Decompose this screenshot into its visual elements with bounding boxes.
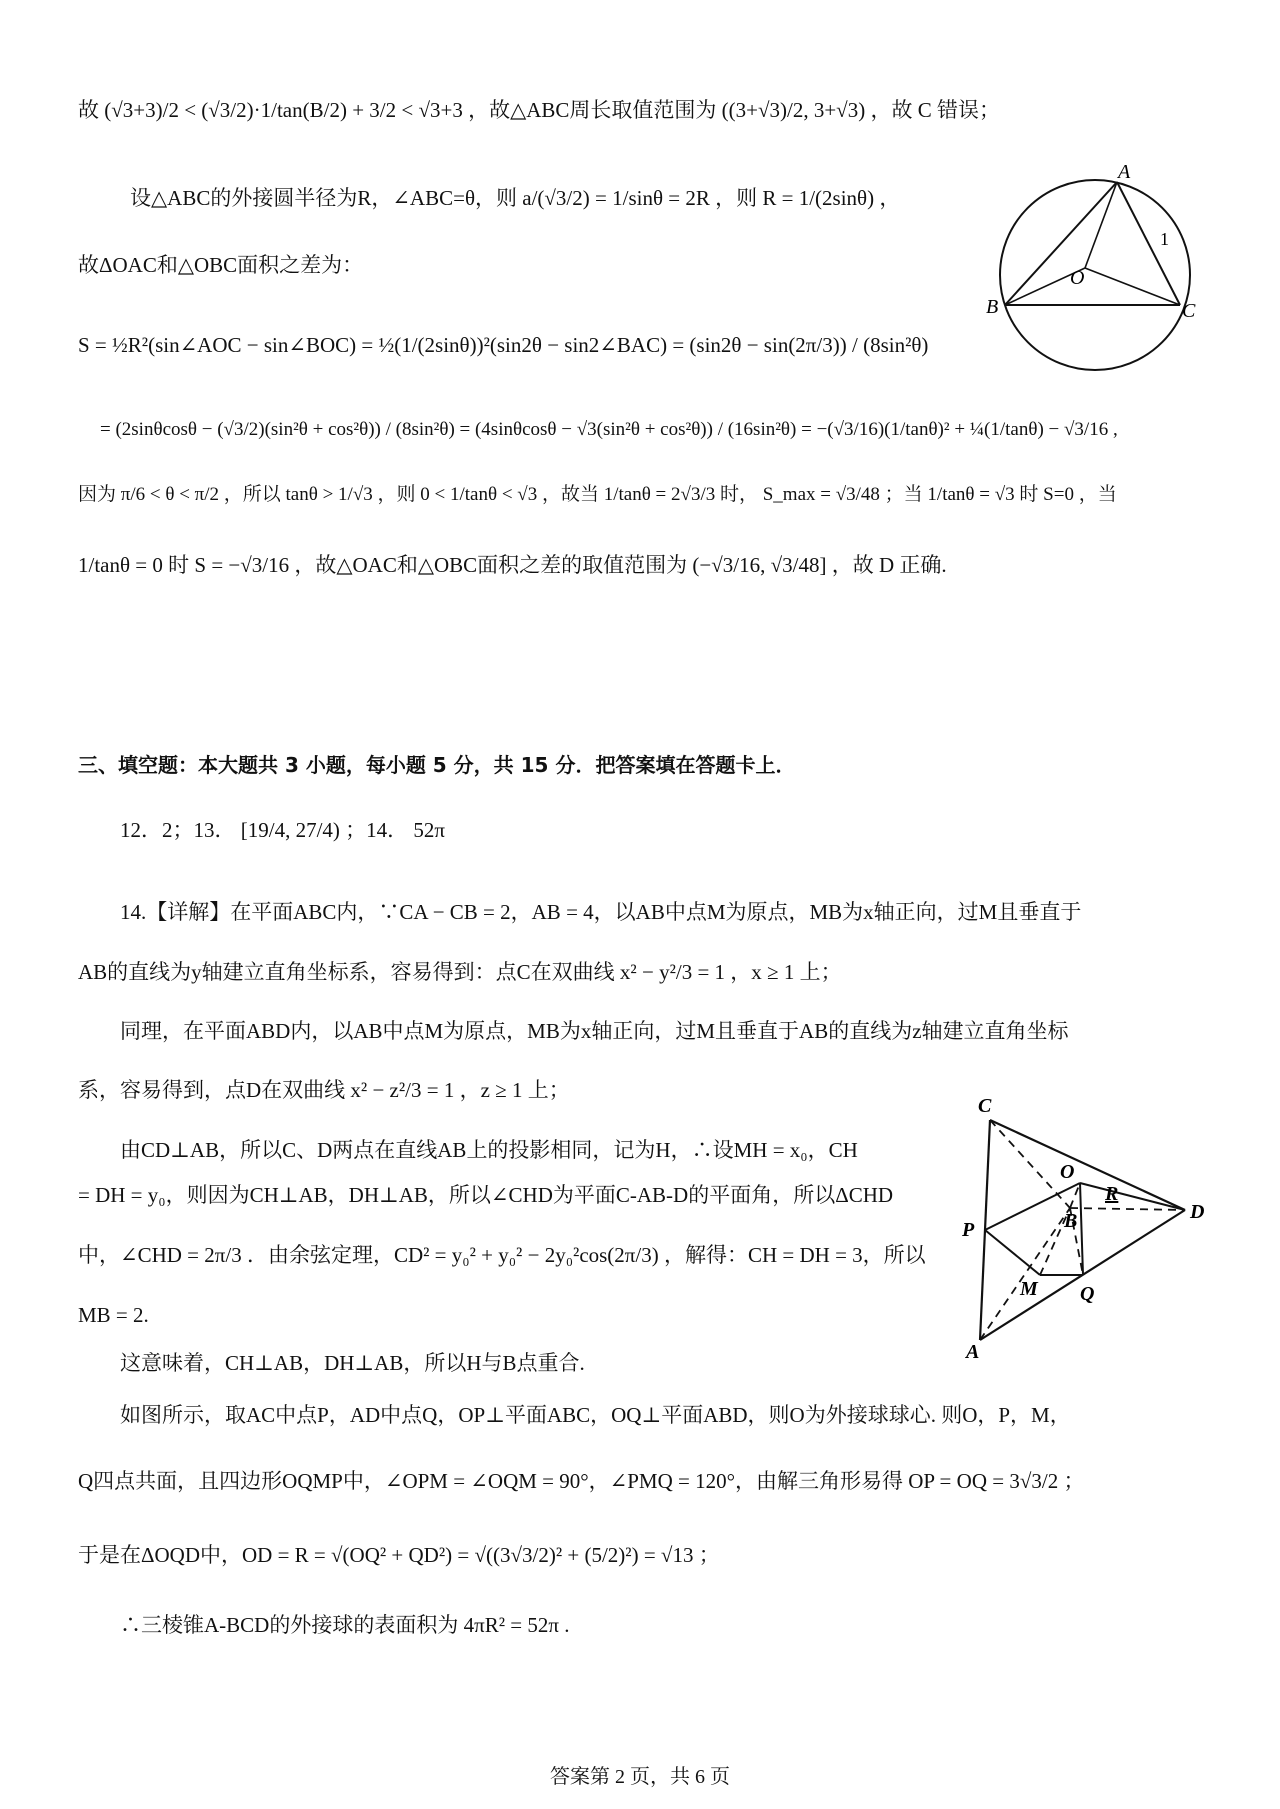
pyramid-figure bbox=[960, 1090, 1210, 1360]
section-heading: 三、填空题：本大题共 3 小题，每小题 5 分，共 15 分．把答案填在答题卡上． bbox=[78, 753, 796, 777]
label-b: B bbox=[1064, 1210, 1078, 1232]
formula-line: S = ½R²(sin∠AOC − sin∠BOC) = ½(1/(2sinθ))²(sin2θ − sin2∠BAC) = (sin2θ − sin(2π/3)) / (8sin²θ) bbox=[78, 333, 929, 357]
text-line: 中，∠CHD = 2π/3 ．由余弦定理，CD² = y₀² + y₀² − 2y₀²cos(2π/3) ，解得：CH = DH = 3，所以 bbox=[78, 1243, 926, 1267]
text-line: Q四点共面，且四边形OQMP中，∠OPM = ∠OQM = 90°，∠PMQ = 120°，由解三角形易得 OP = OQ = 3√3/2 ； bbox=[78, 1469, 1085, 1493]
label-b: B bbox=[986, 296, 999, 318]
label-a: A bbox=[966, 1341, 980, 1360]
text-line: 这意味着，CH⊥AB，DH⊥AB，所以H与B点重合. bbox=[120, 1351, 585, 1375]
formula-line: 因为 π/6 < θ < π/2 ，所以 tanθ > 1/√3 ，则 0 < 1/tanθ < √3 ，故当 1/tanθ = 2√3/3 时， S_max = √3/48 ；当 1/tanθ = √3 时 S=0 ，当 bbox=[78, 484, 1117, 505]
text-line: ∴三棱锥A-BCD的外接球的表面积为 4πR² = 52π . bbox=[120, 1613, 570, 1637]
text-line: 由CD⊥AB，所以C、D两点在直线AB上的投影相同，记为H，∴设MH = x₀，CH bbox=[120, 1138, 858, 1162]
text-line: AB的直线为y轴建立直角坐标系，容易得到：点C在双曲线 x² − y²/3 = 1 ，x ≥ 1 上； bbox=[78, 960, 842, 984]
label-o: O bbox=[1070, 267, 1085, 289]
text-line: 系，容易得到，点D在双曲线 x² − z²/3 = 1 ，z ≥ 1 上； bbox=[78, 1078, 570, 1102]
answers-row: 12．2；13． [19/4, 27/4) ；14． 52π bbox=[120, 818, 446, 842]
label-q: Q bbox=[1080, 1283, 1095, 1305]
text-line: 14.【详解】在平面ABC内，∵CA − CB = 2，AB = 4，以AB中点M为原点，MB为x轴正向，过M且垂直于 bbox=[120, 900, 1082, 924]
text-line: 于是在ΔOQD中，OD = R = √(OQ² + QD²) = √((3√3/2)² + (5/2)²) = √13 ； bbox=[78, 1543, 720, 1567]
label-c: C bbox=[978, 1095, 992, 1117]
text-line: = DH = y₀，则因为CH⊥AB，DH⊥AB，所以∠CHD为平面C-AB-D的平面角，所以ΔCHD bbox=[78, 1183, 894, 1207]
page-footer: 答案第 2 页，共 6 页 bbox=[550, 1766, 730, 1788]
formula-line: 1/tanθ = 0 时 S = −√3/16 ，故△OAC和△OBC面积之差的取值范围为 (−√3/16, √3/48] ，故 D 正确. bbox=[78, 553, 947, 577]
text-line: 同理，在平面ABD内，以AB中点M为原点，MB为x轴正向，过M且垂直于AB的直线为z轴建立直角坐标 bbox=[120, 1019, 1069, 1043]
circle-figure bbox=[980, 160, 1210, 390]
text-line: 故 (√3+3)/2 < (√3/2)·1/tan(B/2) + 3/2 < √3+3 ，故△ABC周长取值范围为 ((3+√3)/2, 3+√3) ，故 C 错误； bbox=[78, 98, 1000, 122]
label-o: O bbox=[1060, 1161, 1075, 1183]
text-line: 设△ABC的外接圆半径为R，∠ABC=θ，则 a/(√3/2) = 1/sinθ = 2R ，则 R = 1/(2sinθ) ， bbox=[130, 186, 901, 210]
text-line: 故ΔOAC和△OBC面积之差为： bbox=[78, 253, 364, 277]
formula-line: = (2sinθcosθ − (√3/2)(sin²θ + cos²θ)) / (8sin²θ) = (4sinθcosθ − √3(sin²θ + cos²θ)) / (16sin²θ) = −(√3/16)(1/tanθ)² + ¼(1/tanθ) − √3/16 , bbox=[100, 419, 1118, 440]
label-r: R bbox=[1105, 1183, 1119, 1205]
label-a: A bbox=[1118, 161, 1131, 183]
label-c: C bbox=[1182, 300, 1196, 322]
label-m: M bbox=[1020, 1278, 1038, 1300]
label-d: D bbox=[1190, 1201, 1205, 1223]
label-side-length: 1 bbox=[1160, 229, 1169, 249]
text-line: MB = 2. bbox=[78, 1303, 149, 1327]
circumcircle bbox=[1000, 180, 1190, 370]
text-line: 如图所示，取AC中点P，AD中点Q，OP⊥平面ABC，OQ⊥平面ABD，则O为外接球球心. 则O，P，M， bbox=[120, 1403, 1071, 1427]
label-p: P bbox=[962, 1219, 975, 1241]
